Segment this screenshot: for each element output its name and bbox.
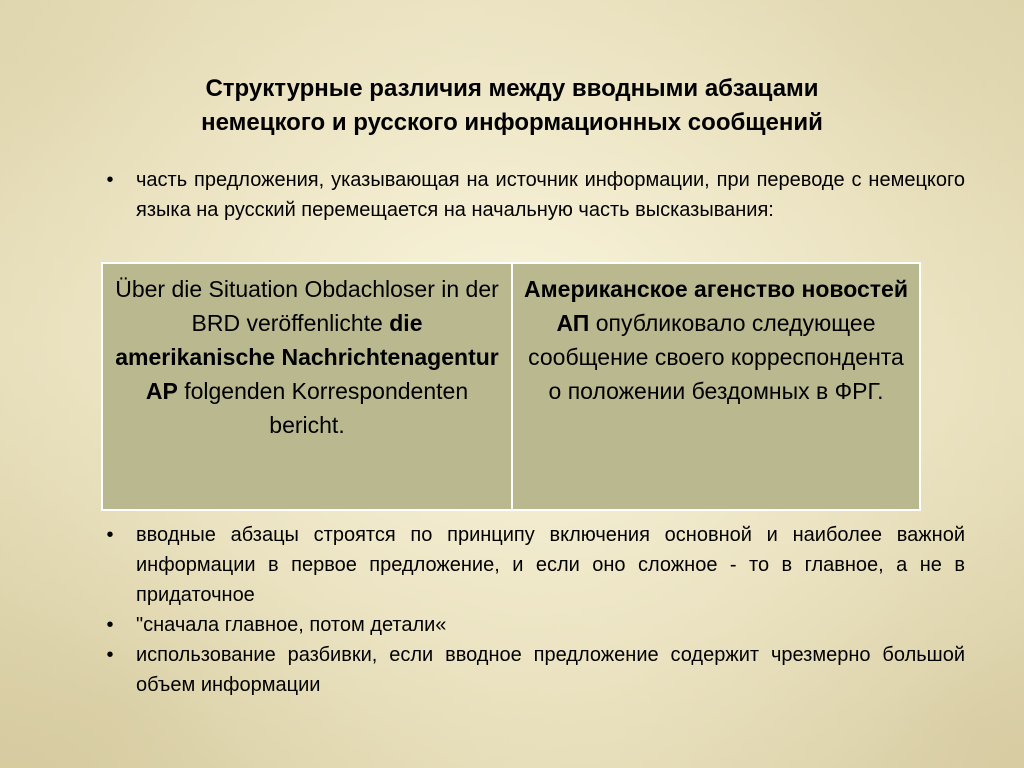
slide-title bbox=[100, 72, 924, 140]
bullet-icon: • bbox=[106, 169, 114, 191]
table-cell-german bbox=[103, 264, 513, 509]
bullet-list-bottom bbox=[100, 520, 965, 700]
german-text-bold: die amerikanische Nachrichtenagentur AP bbox=[115, 310, 499, 404]
bullet-text: "сначала главное, потом детали« bbox=[136, 614, 447, 636]
german-text-part-2: folgenden Korrespondenten bericht. bbox=[177, 378, 469, 438]
bullet-item bbox=[100, 610, 965, 640]
german-text-part-1: Über die Situation Obdachloser in der BRD veröffenlichte bbox=[115, 276, 499, 336]
russian-text-part-2: опубликовало следующее сообщение своего корреспондента о положении бездомных в ФРГ. bbox=[528, 310, 904, 404]
bullet-item bbox=[100, 165, 965, 225]
bullet-item bbox=[100, 520, 965, 610]
bullet-list-top bbox=[100, 165, 965, 225]
bullet-text: часть предложения, указывающая на источник информации, при переводе с немецкого языка на русский перемещается на начальную часть высказывания: bbox=[136, 169, 965, 221]
bullet-text: вводные абзацы строятся по принципу включения основной и наиболее важной информации в первое предложение, и если оно сложное - то в главное, а не в придаточное bbox=[136, 524, 965, 606]
slide-title-line-2: немецкого и русского информационных сообщений bbox=[201, 109, 823, 136]
table-cell-russian bbox=[513, 264, 919, 509]
slide-title-line-1: Структурные различия между вводными абзацами bbox=[205, 75, 819, 102]
bullet-item bbox=[100, 640, 965, 700]
bullet-icon: • bbox=[106, 524, 114, 546]
russian-text-bold: Американское агенство новостей АП bbox=[524, 276, 908, 336]
bullet-icon: • bbox=[106, 644, 114, 666]
bullet-text: использование разбивки, если вводное предложение содержит чрезмерно большой объем информации bbox=[136, 644, 965, 696]
bullet-icon: • bbox=[106, 614, 114, 636]
comparison-table bbox=[101, 262, 921, 511]
